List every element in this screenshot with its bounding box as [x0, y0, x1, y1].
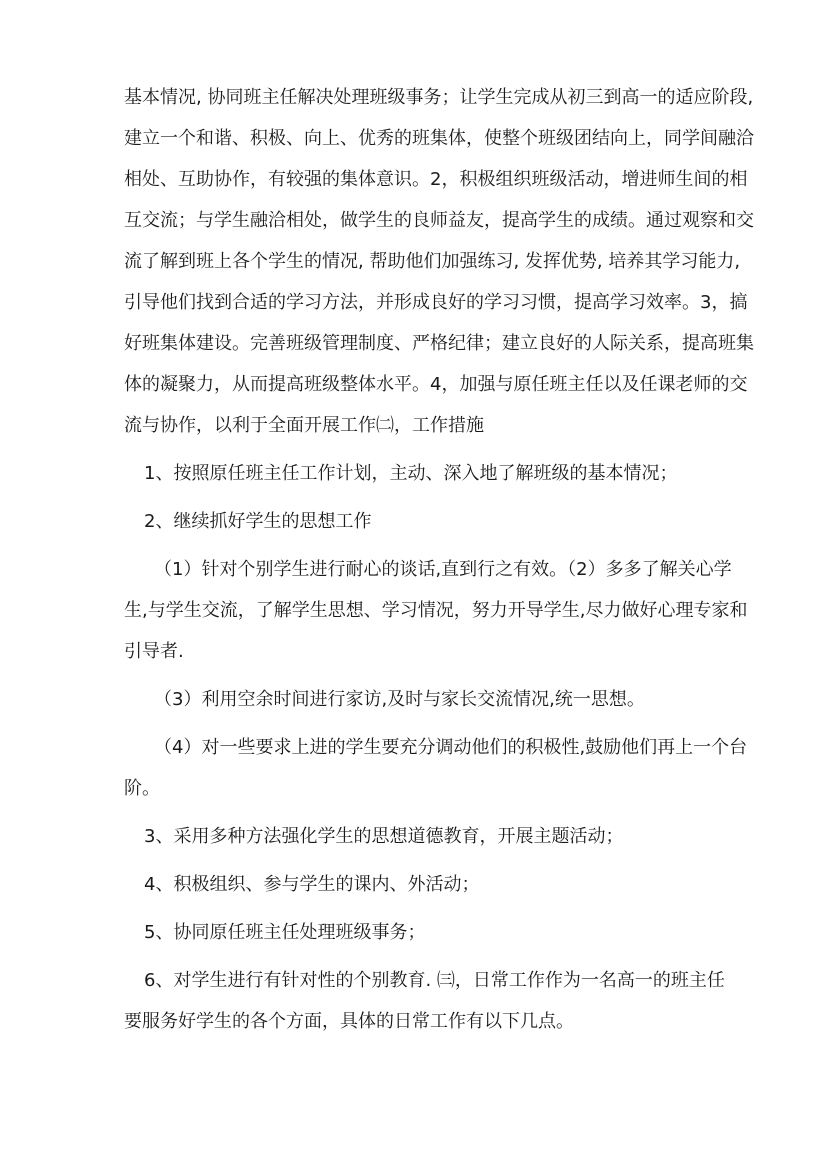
- text-line: （1）针对个别学生进行耐心的谈话,直到行之有效。（2）多多了解关心学: [154, 559, 732, 580]
- text-line: 5、协同原任班主任处理班级事务；: [144, 922, 426, 943]
- text-line: 建立一个和谐、积极、向上、优秀的班集体，使整个班级团结向上，同学间融洽: [124, 128, 754, 149]
- text-line: 3、采用多种方法强化学生的思想道德教育，开展主题活动；: [144, 826, 624, 847]
- paragraph: [124, 82, 754, 451]
- text-line: 基本情况, 协同班主任解决处理班级事务；让学生完成从初三到高一的适应阶段,: [124, 87, 754, 108]
- text-line: （3）利用空余时间进行家访,及时与家长交流情况,统一思想。: [154, 689, 645, 710]
- paragraph: [124, 732, 748, 814]
- text-line: 好班集体建设。完善班级管理制度、严格纪律；建立良好的人际关系，提高班集: [124, 333, 754, 354]
- text-line: 相处、互助协作，有较强的集体意识。2，积极组织班级活动，增进师生间的相: [124, 169, 748, 190]
- text-line: 体的凝聚力，从而提高班级整体水平。4，加强与原任班主任以及任课老师的交: [124, 374, 748, 395]
- text-line: 6、对学生进行有针对性的个别教育. ㈢，日常工作作为一名高一的班主任: [144, 970, 725, 991]
- text-line: 要服务好学生的各个方面，具体的日常工作有以下几点。: [124, 1011, 574, 1032]
- text-line: 互交流；与学生融洽相处，做学生的良师益友，提高学生的成绩。通过观察和交: [124, 210, 754, 231]
- paragraph: [124, 821, 714, 862]
- text-line: 1、按照原任班主任工作计划，主动、深入地了解班级的基本情况；: [144, 463, 678, 484]
- document-page: [124, 82, 754, 1054]
- paragraph: [124, 965, 725, 1047]
- paragraph: [124, 917, 714, 958]
- text-line: 4、积极组织、参与学生的课内、外活动；: [144, 874, 480, 895]
- paragraph: [124, 458, 714, 499]
- text-line: 流与协作，以利于全面开展工作㈡，工作措施: [124, 415, 484, 436]
- text-line: 流了解到班上各个学生的情况, 帮助他们加强练习, 发挥优势, 培养其学习能力,: [124, 251, 741, 272]
- paragraph: [124, 869, 714, 910]
- text-line: 2、继续抓好学生的思想工作: [144, 511, 372, 532]
- text-line: 生,与学生交流，了解学生思想、学习情况，努力开导学生,尽力做好心理专家和: [124, 600, 748, 621]
- paragraph: [124, 506, 714, 547]
- paragraph: [124, 684, 714, 725]
- text-line: 引导者.: [124, 641, 184, 662]
- text-line: 引导他们找到合适的学习方法，并形成良好的学习习惯，提高学习效率。3，搞: [124, 292, 748, 313]
- text-line: 阶。: [124, 778, 160, 799]
- text-line: （4）对一些要求上进的学生要充分调动他们的积极性,鼓励他们再上一个台: [154, 737, 748, 758]
- paragraph: [124, 554, 748, 677]
